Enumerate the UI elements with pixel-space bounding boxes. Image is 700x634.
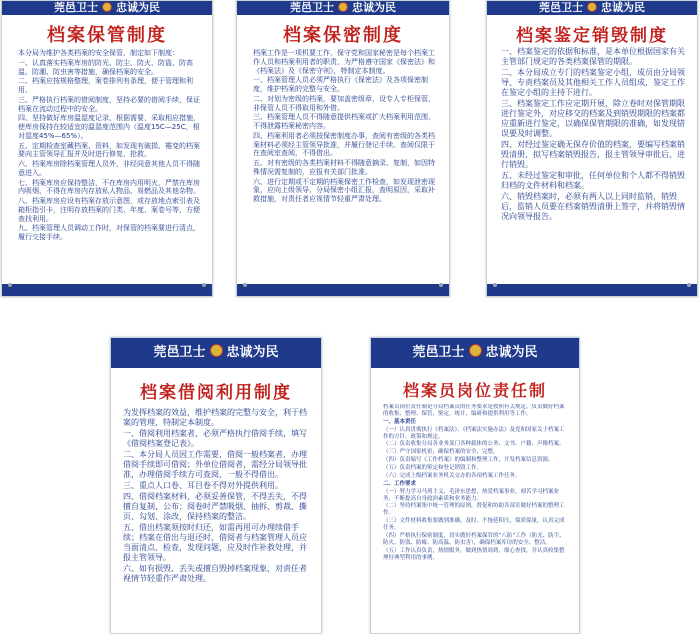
rule-line: 六、档案库房除档案管理人员外，非经同意其他人员不得随意进入。	[18, 160, 200, 177]
rule-line: 四、坚持做好库房温湿度记录，根据需要，采取相应措施，使库房保持在较适宜的温湿度范围内（温度15C—25C，相对湿度45%—65%）。	[18, 114, 200, 140]
rule-line: 六、进行定期或不定期的档案保密工作检查，如发现泄密现象，应向上级领导、分局保密小组汇报，查明原因，采取补救措施，对责任者应视情节轻重严肃处理。	[253, 177, 435, 203]
slogan-right: 忠诚为民	[485, 345, 538, 360]
board-header-slogan	[487, 1, 697, 15]
rule-line: （二）负责收集分局各业务部门各种载体的公务、文书、户籍、声像档案。	[383, 441, 565, 448]
board-archive-confidentiality	[236, 0, 450, 297]
rule-line: 四、借阅档案材料，必须妥善保管，不得丢失，不得擅自复制、公布；阅卷时严禁吸烟、抽拆、剪裁、撕页、勾划、涂改，保持档案的整洁。	[123, 492, 307, 521]
rule-line: （一）认真贯彻执行《档案法》、《档案法实施办法》及党和国家关于档案工作的方针、政策和规定。	[383, 426, 565, 440]
rule-line: 二、本分局成立专门的档案鉴定小组，成员由分局领导、专责档案员及其他相关工作人员组成，鉴定工作在鉴定小组的主持下进行。	[501, 68, 685, 97]
slogan-right: 忠诚为民	[601, 1, 645, 14]
police-emblem-icon	[102, 2, 112, 12]
slogan-left: 莞邑卫士	[54, 1, 98, 14]
police-emblem-icon	[587, 2, 597, 12]
rule-line: 档案员岗位责任制是分局档案员的任务要求是按照有关规定，负责做好档案的收集、整理、保管、鉴定、统计、编研和提供利用等工作。	[383, 404, 565, 417]
board-header-slogan	[237, 1, 449, 15]
rule-line: 四、档案利用者必须按保密制度办事，查阅有密级的各类档案材料必须经主管领导批准，并履行登记手续。查阅仅限于在查阅室查阅，不得借出。	[253, 131, 435, 158]
board-header-slogan	[111, 338, 321, 368]
slogan-left: 莞邑卫士	[153, 345, 206, 360]
board-footer-band	[2, 284, 212, 296]
rule-line: 为发挥档案的效益，维护档案的完整与安全，利于档案的管理，特制定本制度。	[123, 408, 307, 427]
police-emblem-icon	[210, 344, 223, 357]
rule-line: 五、定期检查室藏档案、资料，如发现有破损、霉变的档案要向主管领导汇报并及时进行修复、抢救。	[18, 141, 200, 159]
rule-line: 二、档案应按规格整理，案卷排列有条理，便于管理和利用。	[18, 77, 193, 94]
rule-line: （六）完成上级档案业务机关交办的各项档案工作任务。	[383, 472, 521, 479]
board-body	[383, 404, 569, 632]
board-title: 档案员岗位责任制	[402, 381, 547, 400]
rivet	[243, 283, 247, 287]
rule-line: 一、借阅利用档案者，必须严格执行借阅手续，填写《借阅档案登记表》。	[123, 429, 307, 448]
rule-line: 四、对经过鉴定确无保存价值的档案，要编写档案销毁清册，拟写档案销毁报告，报主管领导审批后，进行销毁。	[501, 140, 685, 169]
slogan-left: 莞邑卫士	[539, 1, 583, 14]
board-body	[123, 408, 311, 632]
board-header-slogan	[2, 1, 212, 15]
slogan-left: 莞邑卫士	[412, 345, 465, 360]
board-body	[253, 49, 437, 277]
rule-line: 三、重点人口卷、耳目卷不得对外提供利用。	[123, 481, 283, 490]
rule-line: （三）严守国家机密，确保档案的安全、完整。	[383, 449, 499, 456]
rule-line: 三、档案鉴定工作应定期开展，除立卷时对保管期限进行鉴定外，对应移交的档案及到销毁期限的档案都应重新进行鉴定，以确保保管期限的准确，如发现错误要及时调整。	[501, 99, 685, 138]
board-title: 档案保管制度	[47, 25, 167, 46]
rule-line: 六、销毁档案时，必须有两人以上同时监销，销毁后，监销人员要在档案销毁清册上签字，并将销毁情况向领导报告。	[501, 192, 685, 221]
rule-line: 三、严格执行档案的借阅制度，坚持必要的借阅手续，保证档案在流动过程中的安全。	[18, 95, 200, 113]
police-emblem-icon	[338, 2, 348, 12]
rule-line: 二、对划为密级的档案，要加盖密级章，设专人专柜保管，非保管人员不得取用和外借。	[253, 94, 435, 112]
board-archive-borrowing	[110, 337, 322, 634]
rivet	[439, 283, 443, 287]
section-heading: 一、基本责任	[383, 418, 417, 425]
board-archive-appraisal-destruction	[486, 0, 698, 297]
slogan-right: 忠诚为民	[116, 1, 160, 14]
rivet	[202, 283, 206, 287]
board-archive-custody	[1, 0, 213, 297]
police-emblem-icon	[469, 344, 482, 357]
slogan-right: 忠诚为民	[352, 1, 396, 14]
rule-line: 五、未经过鉴定和审批，任何单位和个人都不得销毁归档的文件材料和档案。	[501, 171, 685, 190]
board-title: 档案借阅利用制度	[140, 383, 292, 403]
board-archivist-responsibility	[370, 337, 580, 634]
rule-line: 本分局为维护各类档案的安全保管，制定如下制度：	[18, 49, 179, 57]
rule-line: （四）严格执行保密制度，切实做好档案保管的“八防”工作（防光、防尘、防火、防盗、防霉、防高温、防虫害），确保档案库房的安全、整洁。	[383, 532, 565, 546]
rule-line: （五）工作认真负责，热情服务，做到热情周到，细心查找，并认真收集整理好典型利用的事例。	[383, 547, 565, 561]
rule-line: （五）负责档案的鉴定和登记销毁工作。	[383, 465, 483, 471]
rule-line: （四）负责编写《工作档案》的编制和整理工作，开发档案信息资源。	[383, 457, 554, 464]
rule-line: 一、档案管理人员必须严格执行《保密法》及各项保密制度，维护档案的完整与安全。	[253, 76, 428, 93]
slogan-right: 忠诚为民	[226, 345, 279, 360]
rule-line: 档案工作是一项机要工作，保守党和国家秘密是每个档案工作人员和档案利用者的职责，为严格遵守国家《保密法》和《档案法》及《保密守则》，特制定本制度。	[253, 49, 435, 75]
rule-line: 三、档案管理人员不得随意提供档案或扩大档案利用范围，不得泄露档案秘密内容。	[253, 113, 435, 130]
rule-line: 一、认真落实档案库房的防光、防尘、防火、防盗、防高温、防潮、防虫害等措施，确保档案的安全。	[18, 58, 193, 76]
slogan-left: 莞邑卫士	[290, 1, 334, 14]
rule-line: （二）坚持档案集中统一管理的原则，督促和协助各部室做好档案的整理工作。	[383, 503, 565, 517]
rule-line: （三）文件材料收集要做到准确、及时、不拖延积压，保质保量，认真完成任务。	[383, 518, 565, 531]
rule-line: 八、档案库房应设有档案存放示意图，或存放地点索引表及箱柜指引卡，注明存放档案的门类、年度、案卷号等，方便查找利用。	[18, 197, 200, 223]
rule-line: 九、档案管理人员调动工作时，对保管的档案要进行清点，履行交接手续。	[18, 224, 200, 241]
section-heading: 二、工作要求	[383, 480, 417, 487]
rivet	[493, 283, 497, 287]
rule-line: 七、档案库房应保持整洁，不在库房内用明火，严禁在库房内吸烟，不得在库房内存放私人物品、易燃品及其他杂物。	[18, 178, 200, 196]
rule-line: 二、本分局人员因工作需要，借阅一般档案者，办理借阅手续即可借阅；外单位借阅者，需经分局领导批准，办理借阅手续方可查阅，一般不得借出。	[123, 450, 307, 479]
rivet	[687, 283, 691, 287]
board-header-slogan	[371, 338, 579, 368]
rivet	[8, 283, 12, 287]
board-footer-band	[487, 284, 697, 296]
rule-line: 六、如有损毁、丢失或擅自毁掉档案现象，对责任者视情节轻重作严肃处理。	[123, 564, 307, 583]
board-body	[501, 47, 687, 277]
board-body	[18, 49, 200, 277]
rule-line: 一、档案鉴定的依据和标准，是本单位根据国家有关主管部门规定的各类档案保管的期限。	[501, 47, 685, 66]
board-title: 档案鉴定销毁制度	[516, 26, 668, 46]
rule-line: （一）努力学习马列主义、毛泽东思想，热爱档案事业，刻苦学习档案业务，不断提高自身政治素质和业务能力。	[383, 488, 560, 502]
rule-line: 五、对有密级的各类档案材料不得随意摘录、复制，如因特殊情况需复制的，应报有关部门批准。	[253, 159, 435, 176]
board-title: 档案保密制度	[283, 25, 403, 46]
rule-line: 五、借出档案须按时归还，如需再用可办理续借手续；档案在借出与退还时，借阅者与档案管理人员应当面清点、检查，发现问题，应及时作补救处理，并报主管领导。	[123, 523, 307, 562]
board-footer-band	[237, 284, 449, 296]
